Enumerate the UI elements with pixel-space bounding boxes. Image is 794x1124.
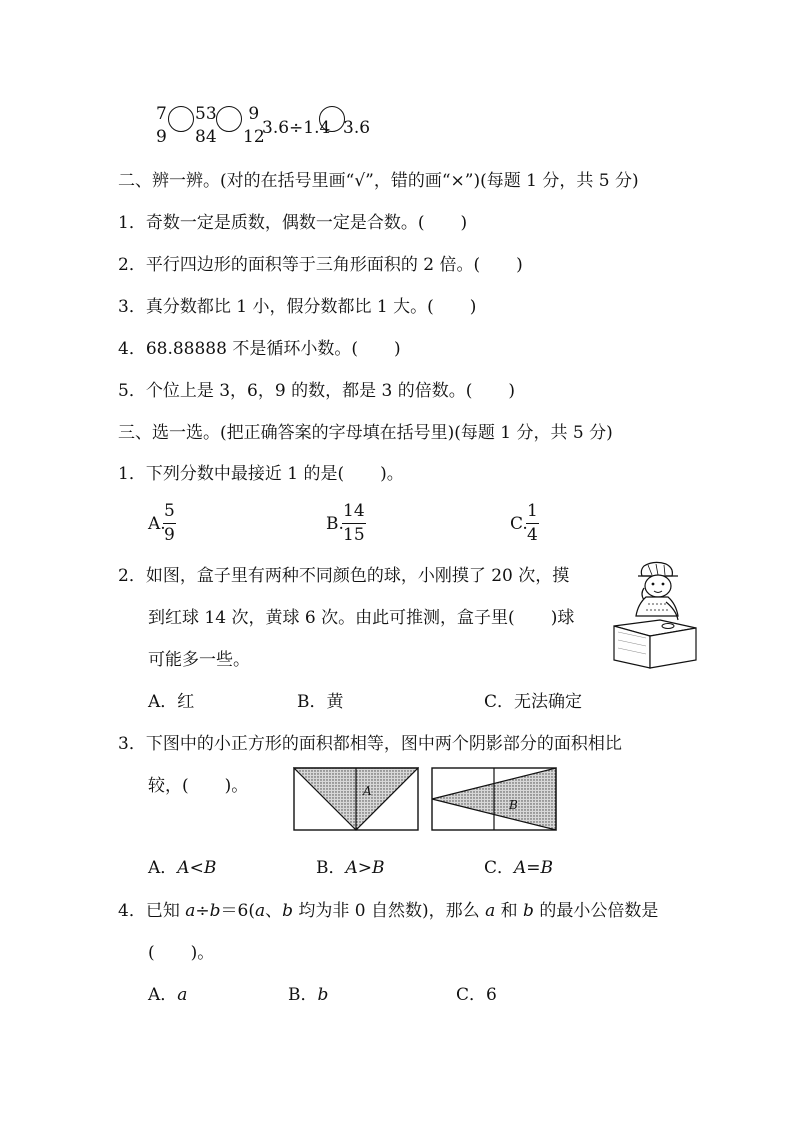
- option-c-label[interactable]: C.: [510, 514, 528, 534]
- judge-item-1: 1．奇数一定是质数，偶数一定是合数。( ): [118, 213, 468, 233]
- choice-question-2-line1: 2．如图，盒子里有两种不同颜色的球，小刚摸了 20 次，摸: [118, 566, 570, 586]
- judge-item-4: 4．68.88888 不是循环小数。( ): [118, 339, 401, 359]
- choice-question-1: 1．下列分数中最接近 1 的是( )。: [118, 464, 404, 484]
- option-b-label[interactable]: B.: [326, 514, 344, 534]
- option-a[interactable]: A．A<B: [148, 858, 217, 878]
- section2-heading: 二、辨一辨。(对的在括号里画“√”，错的画“×”)(每题 1 分，共 5 分): [118, 171, 639, 191]
- choice-question-3-line1: 3．下图中的小正方形的面积都相等，图中两个阴影部分的面积相比: [118, 734, 622, 754]
- choice-question-2-line2: 到红球 14 次，黄球 6 次。由此可推测，盒子里( )球: [148, 608, 575, 628]
- expression-value: 3.6: [343, 118, 371, 138]
- option-c-fraction: $\frac{1}{4}$: [527, 501, 538, 545]
- figure-b: [431, 767, 557, 831]
- option-a[interactable]: A．a: [148, 985, 188, 1005]
- compare-circle-3[interactable]: [319, 106, 345, 132]
- fraction-9-12: 9 12: [243, 104, 265, 147]
- choice-question-2-line3: 可能多一些。: [148, 650, 250, 670]
- figure-a: [293, 767, 419, 831]
- option-a-fraction: $\frac{5}{9}$: [164, 501, 175, 545]
- judge-item-2: 2．平行四边形的面积等于三角形面积的 2 倍。( ): [118, 255, 523, 275]
- choice-question-4-line2: ( )。: [148, 943, 215, 963]
- compare-circle-2[interactable]: [216, 106, 242, 132]
- choice-question-4-line1: 4．已知 a÷b＝6(a、b 均为非 0 自然数)，那么 a 和 b 的最小公倍数是: [118, 901, 659, 921]
- option-c[interactable]: C．无法确定: [484, 692, 583, 712]
- option-c[interactable]: C．A=B: [484, 858, 554, 878]
- judge-item-3: 3．真分数都比 1 小，假分数都比 1 大。( ): [118, 297, 477, 317]
- section3-heading: 三、选一选。(把正确答案的字母填在括号里)(每题 1 分，共 5 分): [118, 423, 613, 443]
- fraction-53-84: 53 84: [195, 104, 217, 147]
- fraction-7-9: 7 9: [156, 104, 167, 147]
- option-b-fraction: $\frac{14}{15}$: [343, 501, 365, 545]
- judge-item-5: 5．个位上是 3，6，9 的数，都是 3 的倍数。( ): [118, 381, 515, 401]
- expression-division: 3.6÷1.4: [262, 118, 331, 138]
- label-b: B: [509, 798, 518, 812]
- option-b[interactable]: B．A>B: [316, 858, 385, 878]
- option-b[interactable]: B．黄: [297, 692, 344, 712]
- compare-circle-1[interactable]: [168, 106, 194, 132]
- label-a: A: [363, 784, 372, 798]
- option-a-label[interactable]: A.: [148, 514, 166, 534]
- option-a[interactable]: A．红: [148, 692, 195, 712]
- choice-question-3-line2: 较，( )。: [148, 776, 249, 796]
- option-c[interactable]: C．6: [456, 985, 497, 1005]
- boy-with-box-illustration: [608, 560, 698, 670]
- option-b[interactable]: B．b: [288, 985, 329, 1005]
